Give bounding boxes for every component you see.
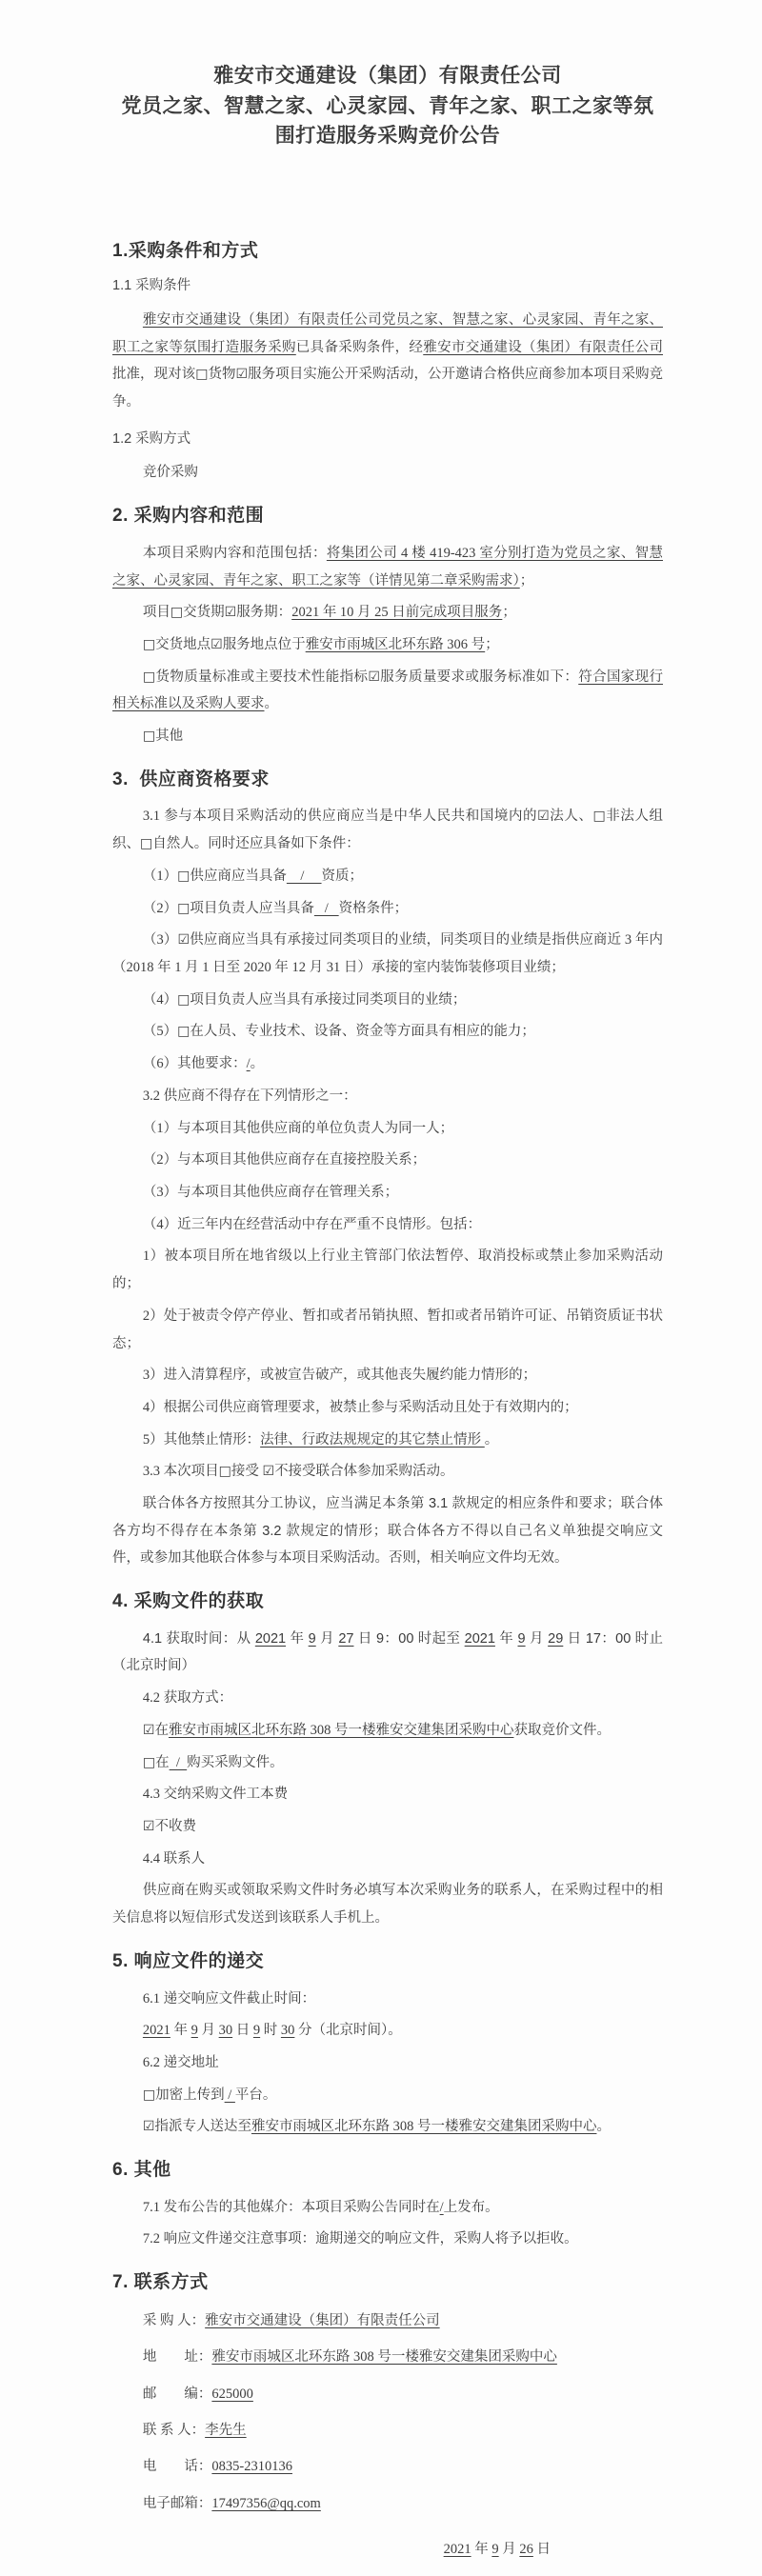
text-run: 1.1 采购条件 — [112, 278, 191, 294]
paragraph — [112, 2082, 663, 2109]
checkbox-unchecked-icon: □ — [142, 2087, 156, 2103]
text-run: / — [224, 2087, 235, 2103]
text-run: ； — [519, 572, 534, 589]
text-run: 6.2 递交地址 — [142, 2054, 219, 2070]
paragraph — [112, 2049, 663, 2077]
text-run: 货物质量标准或主要技术性能指标 — [155, 669, 369, 685]
paragraph — [112, 1303, 663, 1357]
paragraph — [112, 1717, 663, 1745]
paragraph — [112, 1490, 663, 1572]
text-run: 9 — [190, 2023, 198, 2039]
text-run: 供应商应当具有承接过同类项目的业绩，同类项目的业绩是指供应商近 3 年内（2018 年 1 月 1 日至 2020 年 12 月 31 日）承接的室内装饰装修项目业绩； — [112, 932, 664, 976]
checkbox-checked-icon: ☑ — [537, 809, 550, 825]
text-run: 分（北京时间）。 — [294, 2023, 402, 2039]
text-run: 。 — [596, 2119, 611, 2135]
paragraph — [112, 1211, 663, 1239]
paragraph — [112, 459, 663, 487]
checkbox-checked-icon: ☑ — [142, 2119, 155, 2135]
text-run: 自然人。同时还应具备如下条件： — [152, 836, 360, 852]
text-run: 雅安市交通建设（集团）有限责任公司 — [205, 2312, 440, 2328]
text-run: 6. 其他 — [112, 2160, 171, 2181]
checkbox-unchecked-icon: □ — [142, 729, 156, 745]
paragraph — [112, 2017, 663, 2045]
text-run: 获取竞价文件。 — [513, 1722, 611, 1738]
text-run: 本项目采购内容和范围包括： — [142, 545, 327, 561]
text-run: 年 — [286, 1630, 309, 1647]
checkbox-unchecked-icon: □ — [592, 809, 607, 825]
checkbox-unchecked-icon: □ — [142, 1754, 156, 1770]
text-run: / — [313, 900, 339, 916]
paragraph — [112, 631, 663, 659]
text-run: 4.4 联系人 — [142, 1850, 206, 1867]
text-run: / — [439, 2199, 444, 2215]
doc-title — [112, 61, 663, 91]
text-run: （6）其他要求： — [142, 1056, 247, 1072]
text-run: 2. 采购内容和范围 — [112, 506, 265, 527]
section-heading-6 — [112, 2158, 663, 2183]
section-heading-3 — [112, 768, 663, 792]
checkbox-unchecked-icon: □ — [195, 367, 209, 383]
text-run: 服务质量要求或服务标准如下： — [379, 669, 579, 685]
text-run: 9 — [491, 2542, 499, 2558]
paragraph — [112, 1362, 663, 1389]
text-run: 29 — [548, 1630, 564, 1647]
paragraph — [112, 1813, 663, 1841]
text-run: 年 — [471, 2542, 492, 2558]
text-run: 625000 — [211, 2386, 253, 2402]
paragraph — [112, 599, 663, 627]
text-run: 服务期： — [236, 605, 292, 621]
text-run: 符合国家现行相关标准以及采购人要求 — [112, 669, 664, 712]
text-run: 27 — [338, 1630, 354, 1647]
text-run: 时 — [260, 2023, 281, 2039]
text-run: 电 话： — [142, 2459, 212, 2475]
checkbox-checked-icon: ☑ — [262, 1464, 275, 1480]
text-run: 李先生 — [205, 2423, 247, 2439]
checkbox-checked-icon: ☑ — [142, 1722, 155, 1738]
text-run: 4.3 交纳采购文件工本费 — [142, 1787, 289, 1803]
contact-row-purchaser — [112, 2306, 663, 2335]
paragraph — [112, 1781, 663, 1808]
text-run: 购买采购文件。 — [187, 1754, 284, 1770]
contact-row-email — [112, 2489, 663, 2518]
checkbox-unchecked-icon: □ — [177, 991, 190, 1008]
checkbox-unchecked-icon: □ — [218, 1464, 231, 1480]
subsection-heading-1-2 — [112, 429, 663, 450]
text-run: （2）与本项目其他供应商存在直接控股关系； — [142, 1152, 427, 1168]
text-run: （5） — [142, 1024, 178, 1040]
paragraph — [112, 2194, 663, 2222]
paragraph — [112, 1877, 663, 1931]
text-run: 雅安市雨城区北环东路 308 号一楼雅安交建集团采购中心 — [168, 1722, 514, 1738]
text-run: 雅安市雨城区北环东路 308 号一楼雅安交建集团采购中心 — [211, 2349, 557, 2366]
text-run: 日 — [232, 2023, 253, 2039]
text-run: （3） — [142, 932, 178, 949]
checkbox-unchecked-icon: □ — [140, 836, 153, 852]
text-run: 26 — [519, 2542, 533, 2558]
text-run: 2021 — [142, 2023, 170, 2039]
paragraph — [112, 1427, 663, 1454]
text-run: 9 — [252, 2023, 261, 2039]
text-run: 1.2 采购方式 — [112, 430, 191, 447]
checkbox-unchecked-icon: □ — [177, 1024, 190, 1040]
text-run: 3.1 参与本项目采购活动的供应商应当是中华人民共和国境内的 — [142, 809, 538, 825]
checkbox-checked-icon: ☑ — [235, 367, 249, 383]
paragraph — [112, 1458, 663, 1486]
paragraph — [112, 927, 663, 981]
text-run: 联 系 人： — [142, 2423, 206, 2439]
text-run: ； — [502, 605, 516, 621]
paragraph — [112, 1179, 663, 1207]
checkbox-unchecked-icon: □ — [142, 669, 156, 685]
text-run: 雅安市交通建设（集团）有限责任公司 — [213, 65, 562, 87]
text-run: 17497356@qq.com — [211, 2495, 321, 2511]
contact-row-phone — [112, 2452, 663, 2481]
text-run: ； — [485, 636, 499, 652]
text-run: 项目负责人应当具备 — [190, 900, 314, 916]
text-run: 加密上传到 — [155, 2087, 225, 2103]
text-run: 雅安市雨城区北环东路 306 号 — [305, 636, 486, 652]
text-run: 月 — [498, 2542, 520, 2558]
text-run: （1）与本项目其他供应商的单位负责人为同一人； — [142, 1120, 454, 1136]
checkbox-checked-icon: ☑ — [177, 932, 190, 949]
text-run: 年 — [170, 2023, 191, 2039]
text-run: 竞价采购 — [142, 465, 198, 481]
text-run: 交货期 — [183, 605, 225, 621]
text-run: 党员之家、智慧之家、心灵家园、青年之家、职工之家等氛围打造服务采购竞价公告 — [121, 94, 654, 147]
text-run: 雅安市雨城区北环东路 308 号一楼雅安交建集团采购中心 — [251, 2119, 597, 2135]
text-run: 9 — [308, 1630, 316, 1647]
text-run: 不收费 — [154, 1819, 196, 1835]
text-run: 地 址： — [142, 2349, 212, 2366]
paragraph — [112, 2113, 663, 2141]
paragraph — [112, 664, 663, 718]
text-run: / — [169, 1754, 188, 1770]
text-run: 其他 — [155, 729, 184, 745]
document-body — [112, 61, 663, 2564]
text-run: 接受 — [231, 1464, 263, 1480]
paragraph — [112, 1115, 663, 1143]
contact-row-postcode — [112, 2380, 663, 2408]
paragraph — [112, 987, 663, 1014]
text-run: 服务项目实施公开采购活动，公开邀请合格供应商参加本项目采购竞争。 — [112, 367, 664, 410]
text-run: 3）进入清算程序，或被宣告破产，或其他丧失履约能力情形的； — [142, 1368, 537, 1384]
text-run: 服务地点位于 — [222, 636, 306, 652]
text-run: 30 — [218, 2023, 233, 2039]
checkbox-unchecked-icon: □ — [170, 605, 184, 621]
paragraph — [112, 307, 663, 416]
text-run: 。 — [250, 1056, 265, 1072]
text-run: 7.1 发布公告的其他媒介：本项目采购公告同时在 — [142, 2199, 440, 2215]
text-run: 资格条件； — [338, 900, 409, 916]
text-run: 指派专人送达至 — [154, 2119, 251, 2135]
text-run: 联合体各方按照其分工协议，应当满足本条第 3.1 款规定的相应条件和要求；联合体各方均不得存在本条第 3.2 款规定的情形；联合体各方不得以自己名义单独提交响应文件，或参加其他联合体参与本项目采购活动。否则，相关响应文件均无效。 — [112, 1496, 663, 1567]
paragraph — [112, 895, 663, 923]
text-run: 2）处于被责令停产停业、暂扣或者吊销执照、暂扣或者吊销许可证、吊销资质证书状态； — [112, 1308, 663, 1351]
text-run: （4） — [142, 991, 178, 1008]
text-run: （4）近三年内在经营活动中存在严重不良情形。包括： — [142, 1216, 482, 1232]
text-run: 7. 联系方式 — [112, 2272, 209, 2293]
paragraph — [112, 1626, 663, 1680]
text-run: 2021 — [464, 1630, 495, 1647]
text-run: 年 — [494, 1630, 518, 1647]
paragraph — [112, 1685, 663, 1712]
contact-row-address — [112, 2343, 663, 2371]
paragraph — [112, 1243, 663, 1297]
section-heading-1 — [112, 239, 663, 264]
paragraph — [112, 723, 663, 750]
paragraph — [112, 1986, 663, 2013]
text-run: 4）根据公司供应商管理要求，被禁止参与采购活动且处于有效期内的； — [142, 1399, 578, 1415]
text-run: 2021 年 10 月 25 日前完成项目服务 — [291, 605, 503, 621]
text-run: / — [286, 868, 322, 884]
text-run: （2） — [142, 900, 178, 916]
text-run: 。 — [264, 696, 278, 712]
text-run: 批准，现对该 — [112, 367, 196, 383]
text-run: 日 17：00 时止（北京时间） — [112, 1630, 664, 1674]
text-run: 1）被本项目所在地省级以上行业主管部门依法暂停、取消投标或禁止参加采购活动的； — [112, 1248, 663, 1292]
section-heading-4 — [112, 1589, 663, 1614]
contact-row-person — [112, 2416, 663, 2445]
text-run: 不接受联合体参加采购活动。 — [274, 1464, 454, 1480]
text-run: 平台。 — [234, 2087, 277, 2103]
text-run: 4.2 获取方式： — [142, 1690, 233, 1707]
text-run: 货物 — [208, 367, 236, 383]
text-run: 2021 — [254, 1630, 287, 1647]
text-run: 月 — [525, 1630, 549, 1647]
text-run: 30 — [280, 2023, 295, 2039]
text-run: 3.2 供应商不得存在下列情形之一： — [142, 1088, 357, 1104]
text-run: 9 — [517, 1630, 526, 1647]
text-run: （1） — [142, 868, 178, 884]
text-run: 采 购 人： — [142, 2312, 206, 2328]
text-run: 法律、行政法规规定的其它禁止情形 — [260, 1431, 485, 1448]
paragraph — [112, 2226, 663, 2253]
doc-subtitle — [112, 91, 663, 151]
text-run: / — [246, 1056, 251, 1072]
text-run: （3）与本项目其他供应商存在管理关系； — [142, 1184, 399, 1200]
text-run: 1.采购条件和方式 — [112, 240, 259, 261]
paragraph — [112, 1083, 663, 1110]
paragraph — [112, 1749, 663, 1777]
paragraph — [112, 1846, 663, 1873]
text-run: 将集团公司 4 楼 419-423 室分别打造为党员之家、智慧之家、心灵家园、青年之家、职工之家等（详情见第二章采购需求） — [112, 545, 663, 589]
paragraph — [112, 1394, 663, 1422]
checkbox-unchecked-icon: □ — [177, 868, 190, 884]
text-run: 日 — [532, 2542, 551, 2558]
text-run: 已具备采购条件，经 — [295, 339, 424, 355]
text-run: 3.3 本次项目 — [142, 1464, 219, 1480]
text-run: 4. 采购文件的获取 — [112, 1591, 265, 1612]
text-run: 邮 编： — [142, 2386, 212, 2402]
paragraph — [112, 540, 663, 594]
section-heading-2 — [112, 504, 663, 529]
text-run: 5. 响应文件的递交 — [112, 1950, 265, 1971]
text-run: 项目负责人应当具有承接过同类项目的业绩； — [190, 991, 467, 1008]
text-run: 日 9：00 时起至 — [353, 1630, 465, 1647]
text-run: 6.1 递交响应文件截止时间： — [142, 1990, 316, 2007]
text-run: 2021 — [443, 2542, 471, 2558]
text-run: 0835-2310136 — [211, 2459, 292, 2475]
text-run: 在 — [154, 1722, 169, 1738]
text-run: 供应商应当具备 — [190, 868, 287, 884]
text-run: 7.2 响应文件递交注意事项：逾期递交的响应文件，采购人将予以拒收。 — [142, 2231, 578, 2247]
text-run: 3. 供应商资格要求 — [112, 769, 270, 789]
text-run: 非法人组织、 — [112, 809, 664, 852]
section-heading-5 — [112, 1949, 663, 1974]
text-run: 上发布。 — [443, 2199, 499, 2215]
text-run: 法人、 — [549, 809, 593, 825]
text-run: 供应商在购买或领取采购文件时务必填写本次采购业务的联系人，在采购过程中的相关信息将以短信形式发送到该联系人手机上。 — [112, 1883, 663, 1927]
text-run: 交货地点 — [155, 636, 211, 652]
paragraph — [112, 1147, 663, 1174]
text-run: 5）其他禁止情形： — [142, 1431, 261, 1448]
checkbox-unchecked-icon: □ — [142, 636, 156, 652]
text-run: 在人员、专业技术、设备、资金等方面具有相应的能力； — [190, 1024, 535, 1040]
checkbox-checked-icon: ☑ — [368, 669, 380, 685]
checkbox-checked-icon: ☑ — [142, 1819, 155, 1835]
checkbox-unchecked-icon: □ — [177, 900, 190, 916]
text-run: 雅安市交通建设（集团）有限责任公司 — [423, 339, 664, 355]
checkbox-checked-icon: ☑ — [211, 636, 223, 652]
text-run: 资质； — [321, 868, 364, 884]
paragraph — [112, 1050, 663, 1078]
text-run: 电子邮箱： — [142, 2495, 212, 2511]
text-run: 4.1 获取时间：从 — [142, 1630, 255, 1647]
text-run: 项目 — [142, 605, 170, 621]
paragraph — [112, 1018, 663, 1046]
text-run: 雅安市交通建设（集团）有限责任公司党员之家、智慧之家、心灵家园、青年之家、职工之家等氛围打造服务采购 — [112, 311, 663, 355]
subsection-heading-1-1 — [112, 276, 663, 297]
paragraph — [112, 863, 663, 890]
section-heading-7 — [112, 2270, 663, 2295]
checkbox-checked-icon: ☑ — [224, 605, 237, 621]
text-run: 。 — [484, 1431, 499, 1448]
text-run: 在 — [155, 1754, 170, 1770]
doc-date — [112, 2537, 663, 2564]
paragraph — [112, 803, 663, 857]
text-run: 月 — [315, 1630, 339, 1647]
text-run: 月 — [197, 2023, 219, 2039]
